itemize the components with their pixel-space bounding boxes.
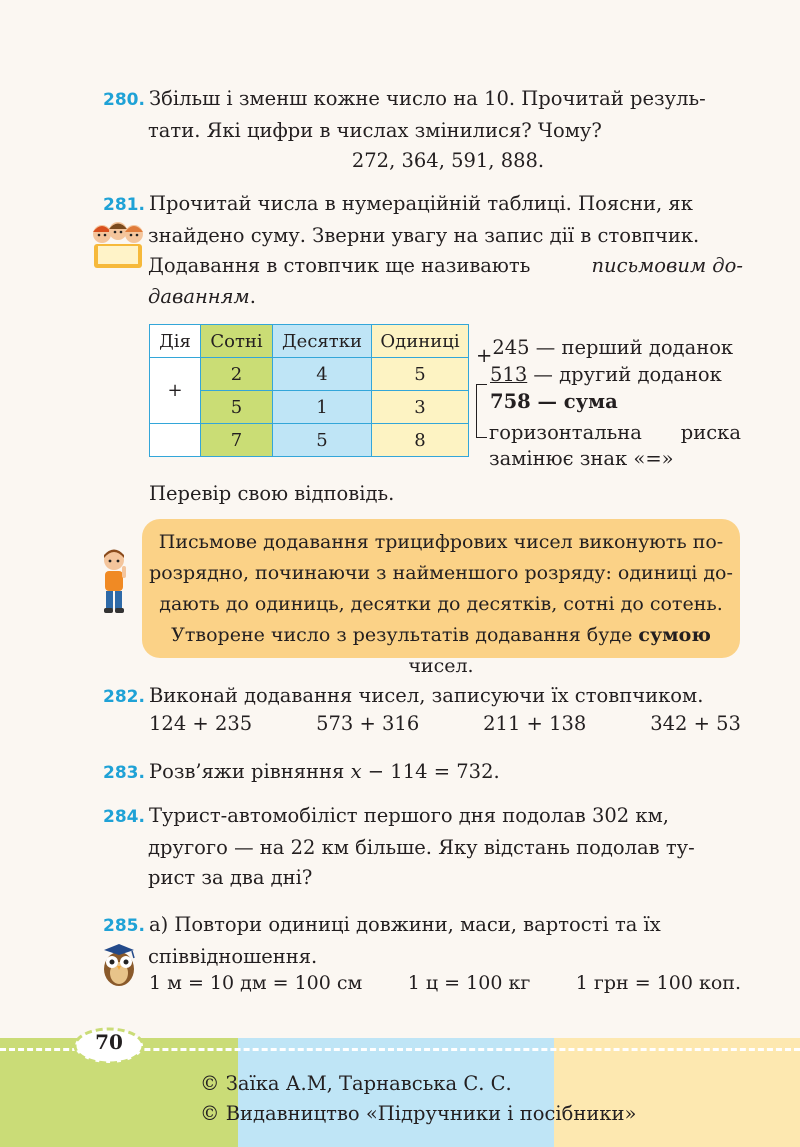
task-text xyxy=(103,251,743,282)
addend-1: 245 xyxy=(492,336,530,359)
task-text-part: Додавання в стовпчик ще називають xyxy=(148,254,531,277)
table-header-row xyxy=(150,325,469,358)
unit-relation: 1 грн = 100 коп. xyxy=(575,972,741,994)
rule-text: чисел. xyxy=(408,655,474,677)
task-number: 282. xyxy=(103,687,145,707)
task-281 xyxy=(103,189,743,312)
rule-line xyxy=(142,620,740,682)
task-text: Розв’яжи рівняння xyxy=(148,760,345,783)
rule-box xyxy=(142,519,740,677)
table-header: Одиниці xyxy=(372,325,469,358)
numeration-table xyxy=(149,324,469,457)
expression: 124 + 235 xyxy=(149,712,253,735)
table-cell: 5 xyxy=(273,424,372,457)
task-number: 284. xyxy=(103,807,145,827)
rule-bracket xyxy=(476,384,487,438)
note-line xyxy=(489,420,741,446)
addend-1-label: — перший доданок xyxy=(529,336,734,359)
unit-relation: 1 ц = 100 кг xyxy=(407,972,531,994)
plus-sign: + xyxy=(476,344,493,367)
table-cell: 5 xyxy=(372,358,469,391)
table-cell: 7 xyxy=(201,424,273,457)
addend-2: 513 xyxy=(490,363,528,386)
task-text: Прочитай числа в нумераційній таблиці. Поясни, як xyxy=(148,192,693,215)
page-number: 70 xyxy=(95,1030,123,1054)
rule-line: дають до одиниць, десятки до десятків, сотні до сотень. xyxy=(159,593,723,615)
task-284 xyxy=(103,801,743,894)
rule-text: Утворене число з результатів додавання буде xyxy=(171,624,633,646)
table-row xyxy=(150,358,469,391)
unit-relations xyxy=(149,972,741,994)
task-text xyxy=(103,282,743,313)
rule-line: розрядно, починаючи з найменшого розряду: одиниці до- xyxy=(149,562,733,584)
table-cell: 8 xyxy=(372,424,469,457)
table-row xyxy=(150,424,469,457)
copyright-publisher: © Видавництво «Підручники і посібники» xyxy=(200,1102,637,1125)
sum-value: 758 xyxy=(490,390,531,413)
task-285 xyxy=(103,910,743,972)
table-cell: 3 xyxy=(372,391,469,424)
task-text: Збільш і зменш кожне число на 10. Прочитай резуль- xyxy=(148,87,706,110)
task-text: тати. Які цифри в числах змінилися? Чому? xyxy=(148,118,602,142)
table-cell: 4 xyxy=(273,358,372,391)
note-word: горизонтальна xyxy=(489,421,642,444)
task-number: 283. xyxy=(103,763,145,783)
table-header: Десятки xyxy=(273,325,372,358)
rule-bold-term: сумою xyxy=(638,624,711,646)
task-text: другого — на 22 км більше. Яку відстань подолав ту- xyxy=(148,835,695,859)
task-number: 281. xyxy=(103,195,145,215)
task-text: Турист-автомобіліст першого дня подолав 302 км, xyxy=(148,804,669,827)
footer-band-yellow xyxy=(554,1038,800,1147)
check-answer-text: Перевір свою відповідь. xyxy=(149,482,395,505)
line-note xyxy=(489,420,741,472)
note-line: замінює знак «=» xyxy=(489,447,674,470)
table-cell: 2 xyxy=(201,358,273,391)
sum-label: — сума xyxy=(530,390,618,413)
owl-icon xyxy=(98,942,140,988)
unit-relation: 1 м = 10 дм = 100 см xyxy=(149,972,363,994)
table-op-cell: + xyxy=(150,358,201,424)
task-text: знайдено суму. Зверни увагу на запис дії в стовпчик. xyxy=(148,223,700,247)
term-italic: даванням xyxy=(148,284,250,308)
rule-line: Письмове додавання трицифрових чисел виконують по- xyxy=(158,531,724,553)
task-numbers: 272, 364, 591, 888. xyxy=(351,149,545,172)
table-cell-empty xyxy=(150,424,201,457)
addend-1-line xyxy=(476,334,751,367)
note-word: риска xyxy=(680,421,741,444)
task-text: Виконай додавання чисел, записуючи їх стовпчиком. xyxy=(148,684,704,707)
addend-2-line xyxy=(476,361,751,388)
expression: 342 + 53 xyxy=(650,712,741,735)
task-282 xyxy=(103,681,743,713)
equation-variable: x xyxy=(350,760,362,783)
expression: 211 + 138 xyxy=(483,712,587,735)
table-header: Дія xyxy=(150,325,201,358)
boy-teacher-icon xyxy=(96,548,132,614)
addend-2-label: — другий доданок xyxy=(527,363,722,386)
table-cell: 1 xyxy=(273,391,372,424)
task-number: 285. xyxy=(103,916,145,936)
expression: 573 + 316 xyxy=(316,712,420,735)
task-text: співвідношення. xyxy=(148,944,318,968)
task-number: 280. xyxy=(103,90,145,110)
sum-line xyxy=(476,388,751,415)
column-addition xyxy=(476,334,751,415)
copyright-authors: © Заїка А.М, Тарнавська С. С. xyxy=(200,1072,512,1095)
table-header: Сотні xyxy=(201,325,273,358)
table-cell: 5 xyxy=(201,391,273,424)
term-italic: письмовим до- xyxy=(591,254,743,277)
addition-expressions xyxy=(149,712,741,735)
task-text-part: . xyxy=(249,284,256,308)
task-text: рист за два дні? xyxy=(148,866,313,889)
task-283 xyxy=(103,757,743,789)
equation-rest: − 114 = 732. xyxy=(361,760,500,783)
task-text: а) Повтори одиниці довжини, маси, вартості та їх xyxy=(148,913,661,936)
task-280 xyxy=(103,84,743,177)
